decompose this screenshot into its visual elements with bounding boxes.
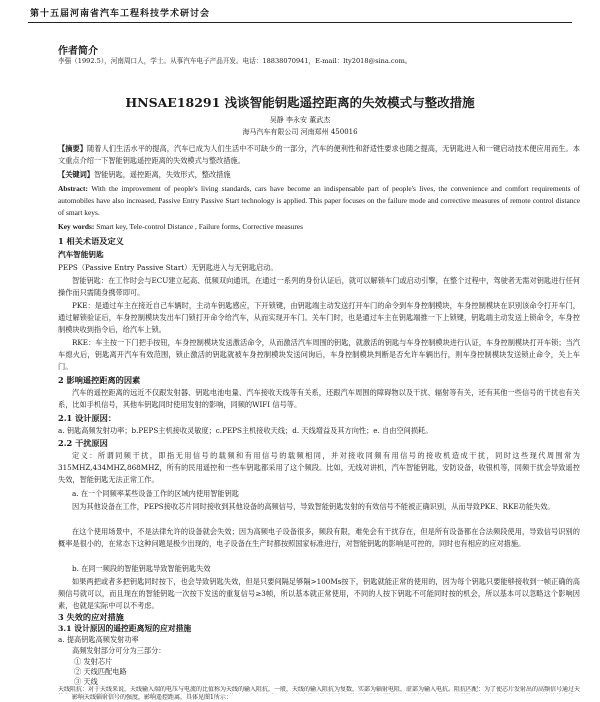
running-head: 第十五届河南省汽车工程科技学术研讨会 [30, 9, 211, 19]
keywords-cn-label: 【关键词】 [58, 170, 94, 179]
keywords-en-text: Smart key, Tele-control Distance , Failure forms, Corrective measures [96, 222, 303, 231]
section-2-para-1: 汽车的遥控距离的远近不仅跟发射器、钥匙电池电量、汽车接收天线等有关系，还跟汽车周围的障碍物以及干扰、辐射等有关，还有其他一些信号的干扰也有关系，比如手机信号，其他车钥匙同时使用发射的影响，同频的WIFI 信号等。 [58, 388, 580, 410]
section-2-1-para: a. 钥匙高频发射功率；b.PEPS主机接收灵敏度；c.PEPS主机接收天线；d. 天线增益及其方向性；e. 自由空间损耗。 [58, 426, 433, 435]
header-rule [28, 22, 572, 23]
section-1-para-1: PEPS（Passive Entry Passive Start）无钥匙进入与无钥匙启动。 [58, 263, 278, 272]
section-2-2-para-3: 因为其他设备在工作，PEPS接收芯片同时接收到其他设备的高频信号，导致智能钥匙发射的有效信号不能被正确识别，从而导致PKE、RKE功能失效。 [72, 502, 555, 511]
section-2-1-heading: 2.1 设计原因： [58, 413, 117, 423]
keywords-cn [58, 169, 580, 182]
paper-affiliation: 海马汽车有限公司 河南郑州 450016 [242, 128, 358, 136]
section-2-2-para-4: 在这个使用场景中，不是法律允许的设备就会失效；因为高频电子设备很多，频段有限，难免会有干扰存在，但是所有设备都在合法频段使用，导致信号识别的概率是很小的，在常态下这种问题是极少出现的，电子设备在生产时都按照国家标准进行，对智能钥匙的影响是可控的，同时也有相应的应对措施。 [58, 527, 580, 549]
section-2-2-para-5: b. 在同一频段的智能钥匙导致智能钥匙失效 [72, 564, 211, 573]
section-1-subheading: 汽车智能钥匙 [58, 250, 104, 259]
section-1-para-2: 智能钥匙：在工作时会与ECU建立起高、低频双向通讯，在通过一系列的身份认证后，就可以解锁车门或启动引擎，在整个过程中，驾驶者无需对钥匙进行任何操作而只需随身携带即可。 [58, 276, 580, 298]
abstract-en-label: Abstract: [58, 184, 88, 193]
section-1-para-3: PKE：是通过车主在接近自己车辆时，主动车钥匙感应，下开锁键，由钥匙端主动发送打开车门的命令到车身控制模块，车身控制模块在识别该命令打开车门，通过解锁验证后，车身控制模块发出车门锁打开命令给汽车，从而实现开车门。关车门时，也是通过车主在钥匙端推一下上锁键，钥匙端主动发送上锁命令，车身控制模块收到指令后，给汽车上锁。 [58, 301, 580, 335]
keywords-en [58, 221, 580, 234]
author-intro-title: 作者简介 [58, 46, 98, 57]
section-2-2-heading: 2.2 干扰原因 [58, 438, 108, 448]
section-3-heading: 3 失效的应对措施 [58, 612, 124, 622]
paper-title: HNSAE18291 浅谈智能钥匙遥控距离的失效模式与整改措施 [125, 95, 475, 110]
list-item: ② 天线匹配电路 [74, 667, 127, 676]
section-1-para-4: RKE：车主按一下门把手按钮，车身控制模块发送激活命令，从而激活汽车周围的钥匙，就激活的钥匙与车身控制模块进行认证，车身控制模块打开车锁；当汽车熄火后，钥匙离开汽车有效范围，锁止激活的钥匙就被车身控制模块发送问询后，车身控制模块判断是否允许车辆出行，则车身控制模块发送锁止命令，关上车门。 [58, 338, 580, 372]
section-3-1-para-1: a. 提高钥匙高频发射功率 [58, 635, 139, 644]
keywords-cn-text: 智能钥匙，遥控距离，失效形式，整改措施 [93, 170, 231, 179]
author-intro-text: 李强（1992.5），河南周口人，学士。从事汽车电子产品开发。电话：18838070941，E-mail：lty2018@sina.com。 [58, 57, 412, 65]
section-1-heading: 1 相关术语及定义 [58, 236, 124, 246]
keywords-en-label: Key words: [58, 222, 95, 231]
abstract-en-text: With the improvement of people's living standards, cars have become an indispensable part of people's lives, the convenience and comfort requirements of automobiles have also increased, Passive Entry Passive Start technology is applied. This paper focuses on the failure mode and corrective measures of remote control distance of smart keys. [58, 184, 580, 218]
section-3-1-para-4: 影响天线辐射信号的强度，影响遥控距离，具体见图1所示： [72, 694, 232, 701]
abstract-cn-text: 随着人们生活水平的提高，汽车已成为人们生活中不可缺少的一部分，汽车的便利性和舒适性要求也随之提高，无钥匙进入和一键启动技术便应用而生。本文重点介绍一下智能钥匙遥控距离的失效模式与整改措施。 [58, 144, 580, 166]
paper-authors: 吴静 李永安 董武杰 [269, 116, 331, 124]
section-3-1-para-3: 天线阻抗：对于天线来说，天线输入端的电压与电流的比值称为天线的输入阻抗，一般，天线的输入阻抗为复数，实部为辐射电阻，虚部为输入电抗。阻抗匹配：为了使芯片发射出的高频信号通过天 [58, 686, 580, 693]
section-3-1-para-2: 高频发射部分可分为三部分： [72, 646, 166, 655]
abstract-cn [58, 143, 580, 168]
list-item: ③ 天线 [74, 677, 98, 686]
section-2-2-para-6: 如果两把或者多把钥匙同时按下，也会导致钥匙失效，但是只要间隔足够隔>100Ms按下，钥匙就能正常的使用的，因为每个钥匙只要能够接收到一帧正确的高频信号就可以，而且现在的智能钥匙一次按下发送的重复信号≥3帧，所以基本就正常使用，不同的人按下钥匙不可能同时按的机会，所以基本可以忽略这个影响因素，也就是实际中可以不考虑。 [58, 577, 580, 611]
section-2-2-para-2: a. 在一个同频率某些设备工作的区域内使用智能钥匙 [72, 489, 239, 498]
section-2-2-para-1: 定义：所谓同频干扰，即指无用信号的载频和有用信号的载频相同，并对接收同频有用信号的接收机造成干扰，同时这些现代周围常为315MHZ,434MHZ,868MHZ，所有的民用遥控和一些车钥匙都采用了这个频段。比如，无线对讲机，汽车智能钥匙，安防设备，收银机等，同频干扰会导致遥控失效，智能钥匙无法正常工作。 [58, 451, 580, 485]
list-item: ① 发射芯片 [74, 657, 113, 666]
abstract-en [58, 183, 580, 220]
abstract-cn-label: 【摘要】 [58, 144, 88, 153]
section-2-heading: 2 影响遥控距离的因素 [58, 375, 141, 385]
section-3-1-heading: 3.1 设计原因的遥控距离短的应对措施 [58, 624, 192, 633]
